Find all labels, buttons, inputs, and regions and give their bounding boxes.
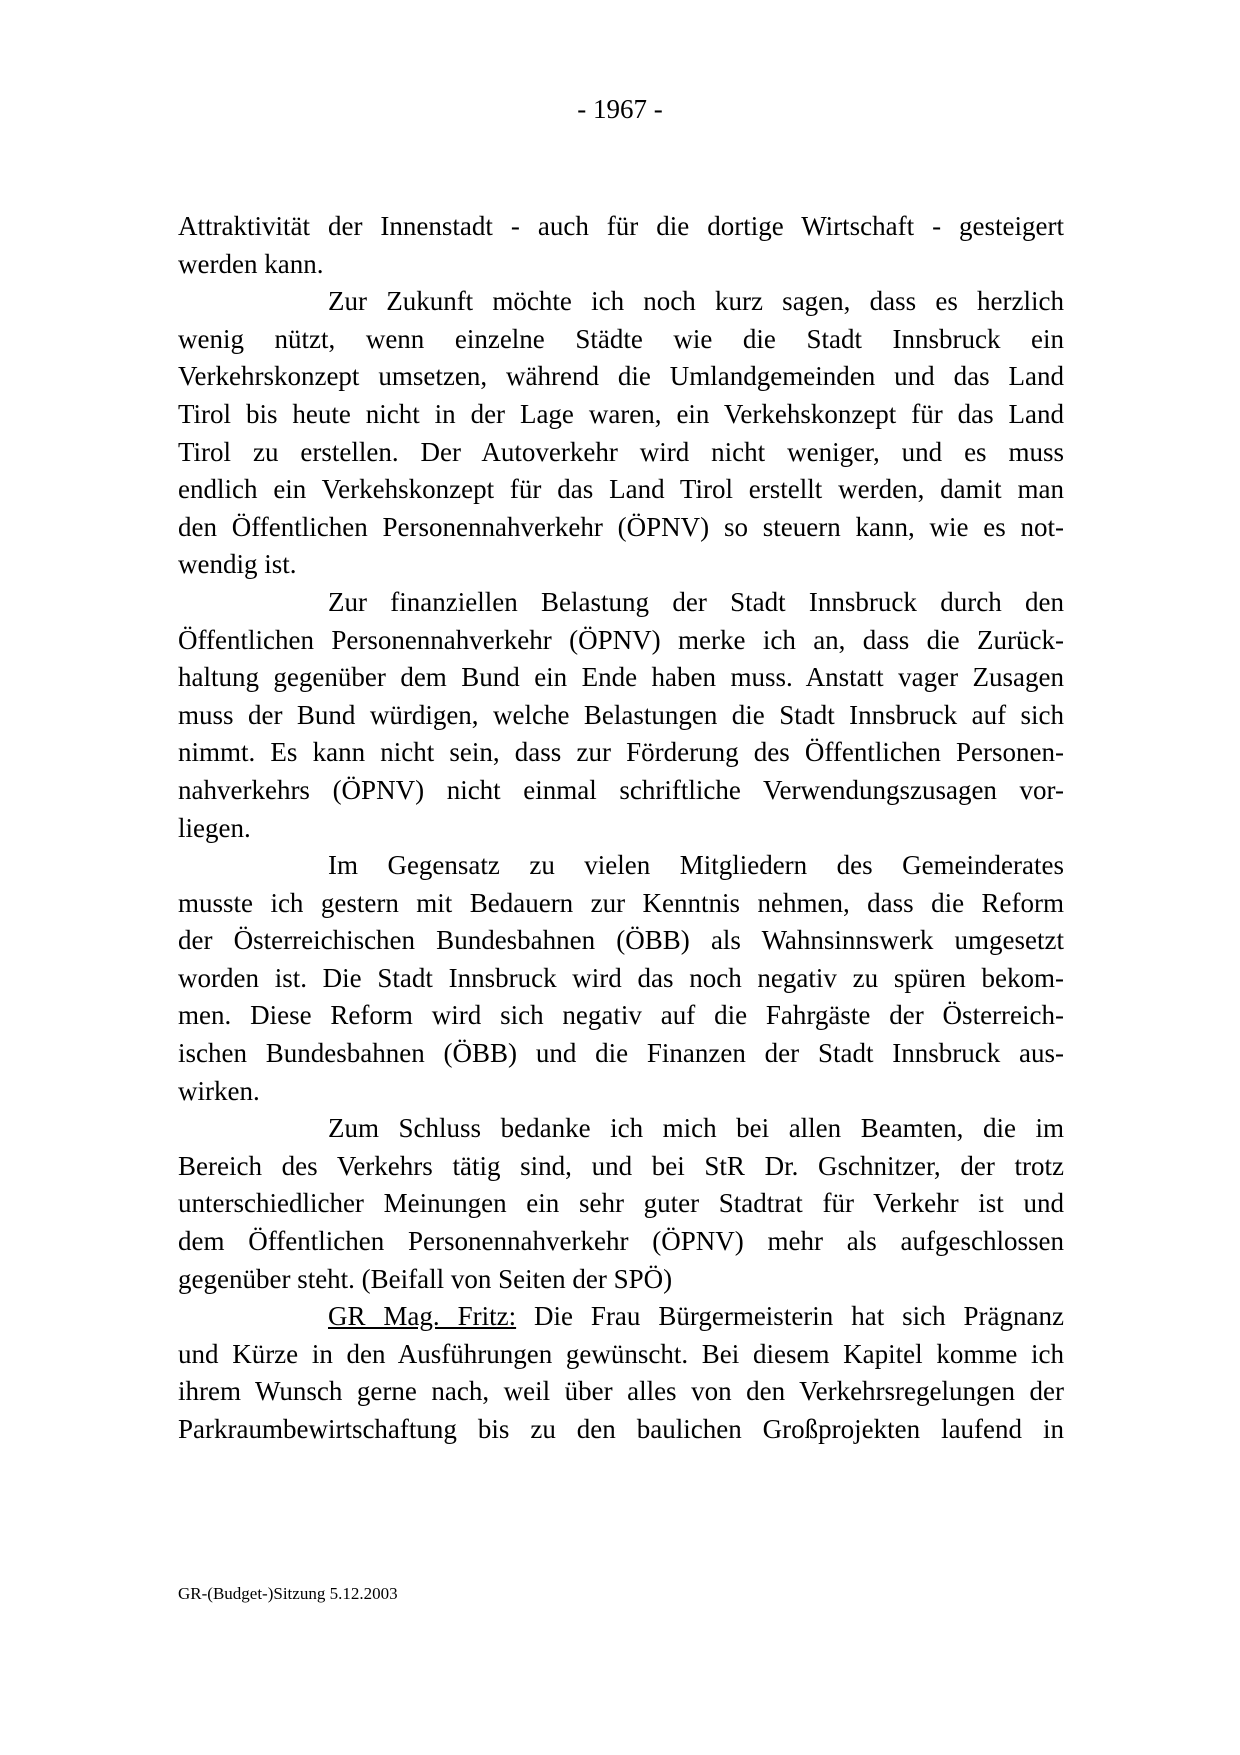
text-line [178,1298,1064,1336]
text-line: Parkraumbewirtschaftung bis zu den baulichen Großprojekten laufend in [178,1414,1064,1444]
text-line: den Öffentlichen Personennahverkehr (ÖPNV) so steuern kann, wie es not- [178,511,1064,542]
paragraph [178,208,1064,283]
text-line: men. Diese Reform wird sich negativ auf die Fahrgäste der Österreich- [178,1000,1064,1031]
document-body [178,208,1064,1449]
text-line: wenig nützt, wenn einzelne Städte wie die Stadt Innsbruck ein [178,323,1064,354]
text-line: ischen Bundesbahnen (ÖBB) und die Finanzen der Stadt Innsbruck aus- [178,1038,1064,1069]
text-line: Im Gegensatz zu vielen Mitgliedern des Gemeinderates [328,850,1064,881]
text-line: Tirol bis heute nicht in der Lage waren, ein Verkehskonzept für das Land [178,398,1064,429]
paragraph [178,1110,1064,1298]
text-line: musste ich gestern mit Bedauern zur Kenntnis nehmen, dass die Reform [178,887,1064,918]
text-line: Zur Zukunft möchte ich noch kurz sagen, dass es herzlich [328,286,1064,317]
speaker-name: GR Mag. Fritz: [328,1301,517,1332]
text-line: werden kann. [178,248,324,279]
text-line: endlich ein Verkehskonzept für das Land Tirol erstellt werden, damit man [178,474,1064,505]
text-line: Öffentlichen Personennahverkehr (ÖPNV) merke ich an, dass die Zurück- [178,624,1064,655]
text-line: und Kürze in den Ausführungen gewünscht. Bei diesem Kapitel komme ich [178,1338,1064,1369]
paragraph [178,283,1064,584]
text-line: Zur finanziellen Belastung der Stadt Innsbruck durch den [328,586,1064,617]
text-line: unterschiedlicher Meinungen ein sehr guter Stadtrat für Verkehr ist und [178,1188,1064,1219]
text-line: Verkehrskonzept umsetzen, während die Umlandgemeinden und das Land [178,361,1064,392]
text-line: nimmt. Es kann nicht sein, dass zur Förderung des Öffentlichen Personen- [178,737,1064,768]
paragraph [178,847,1064,1110]
text-line: Tirol zu erstellen. Der Autoverkehr wird nicht weniger, und es muss [178,436,1064,467]
text-line: gegenüber steht. (Beifall von Seiten der SPÖ) [178,1263,673,1294]
text-line: nahverkehrs (ÖPNV) nicht einmal schriftliche Verwendungszusagen vor- [178,774,1064,805]
text-line: Bereich des Verkehrs tätig sind, und bei StR Dr. Gschnitzer, der trotz [178,1150,1064,1181]
text-line: wendig ist. [178,549,297,580]
text-line: muss der Bund würdigen, welche Belastungen die Stadt Innsbruck auf sich [178,699,1064,730]
text-line: worden ist. Die Stadt Innsbruck wird das noch negativ zu spüren bekom- [178,962,1064,993]
text-line: Attraktivität der Innenstadt - auch für die dortige Wirtschaft - gesteigert [178,211,1064,241]
text-line: ihrem Wunsch gerne nach, weil über alles von den Verkehrsregelungen der [178,1376,1064,1407]
text-line: dem Öffentlichen Personennahverkehr (ÖPNV) mehr als aufgeschlossen [178,1226,1064,1257]
text-line: haltung gegenüber dem Bund ein Ende haben muss. Anstatt vager Zusagen [178,662,1064,693]
text-line: Zum Schluss bedanke ich mich bei allen Beamten, die im [328,1113,1064,1144]
text-line: wirken. [178,1075,260,1106]
text-line: der Österreichischen Bundesbahnen (ÖBB) als Wahnsinnswerk umgesetzt [178,925,1064,956]
paragraph [178,584,1064,847]
speech-text: Die Frau Bürgermeisterin hat sich Prägnanz [516,1301,1064,1332]
text-line: liegen. [178,812,251,843]
page-number: - 1967 - [577,94,663,124]
page-footer: GR-(Budget-)Sitzung 5.12.2003 [178,1584,398,1603]
speech-paragraph [178,1298,1064,1448]
